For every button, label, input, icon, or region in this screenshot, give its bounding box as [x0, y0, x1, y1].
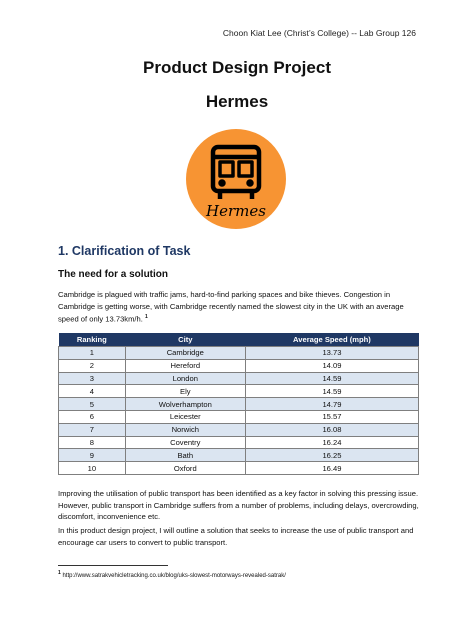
table-row [59, 385, 419, 398]
cell-ranking: 8 [59, 436, 126, 449]
table-row [59, 423, 419, 436]
section-subheading: The need for a solution [58, 269, 169, 280]
page-title: Product Design Project [143, 58, 331, 77]
footnote [58, 570, 286, 579]
paragraph-intro-text: Cambridge is plagued with traffic jams, hard-to-find parking spaces and bike thieves. Congestion in Cambridge is getting worse, with Cambridge recently named the slowest city in the UK with an average speed of only 13.73km/h. [58, 290, 404, 324]
table-row [59, 449, 419, 462]
cell-speed: 15.57 [245, 410, 418, 423]
table-row [59, 372, 419, 385]
table-row [59, 398, 419, 411]
cell-ranking: 9 [59, 449, 126, 462]
table-row [59, 347, 419, 360]
logo-text: Hermes [206, 202, 266, 220]
cell-speed: 16.25 [245, 449, 418, 462]
cell-ranking: 7 [59, 423, 126, 436]
table-header-row [59, 333, 419, 347]
section-heading: 1. Clarification of Task [58, 244, 191, 258]
cell-speed: 14.59 [245, 385, 418, 398]
cell-speed: 14.79 [245, 398, 418, 411]
cell-city: Bath [125, 449, 245, 462]
cell-city: Wolverhampton [125, 398, 245, 411]
cell-city: Ely [125, 385, 245, 398]
cell-city: Oxford [125, 462, 245, 475]
table-row [59, 436, 419, 449]
cell-speed: 16.24 [245, 436, 418, 449]
cell-city: Coventry [125, 436, 245, 449]
table-row [59, 462, 419, 475]
hermes-logo [177, 129, 295, 229]
cell-speed: 14.59 [245, 372, 418, 385]
footnote-number: 1 [58, 570, 61, 576]
footnote-ref: 1 [144, 314, 148, 320]
cell-ranking: 2 [59, 359, 126, 372]
table-row [59, 359, 419, 372]
cell-ranking: 10 [59, 462, 126, 475]
cell-ranking: 5 [59, 398, 126, 411]
page-subtitle: Hermes [205, 92, 269, 111]
cell-ranking: 1 [59, 347, 126, 360]
paragraph-intro [58, 289, 420, 325]
header-ranking: Ranking [59, 333, 126, 347]
cell-city: Norwich [125, 423, 245, 436]
cell-speed: 13.73 [245, 347, 418, 360]
cell-city: London [125, 372, 245, 385]
header-speed: Average Speed (mph) [245, 333, 418, 347]
cell-ranking: 4 [59, 385, 126, 398]
cell-ranking: 6 [59, 410, 126, 423]
cell-ranking: 3 [59, 372, 126, 385]
header-note: Choon Kiat Lee (Christ’s College) -- Lab Group 126 [222, 28, 416, 38]
table-row [59, 410, 419, 423]
cell-speed: 16.08 [245, 423, 418, 436]
cell-city: Cambridge [125, 347, 245, 360]
header-city: City [125, 333, 245, 347]
paragraph-project-aim: In this product design project, I will outline a solution that seeks to increase the use of public transport and encourage car users to convert to public transport. [58, 526, 414, 547]
footnote-link[interactable]: http://www.satrakvehicletracking.co.uk/blog/uks-slowest-motorways-revealed-satrak/ [62, 573, 286, 579]
paragraph-public-transport: Improving the utilisation of public transport has been identified as a key factor in solving this pressing issue. However, public transport in Cambridge suffers from a number of problems, including delays, overcrowding, discomfort, inconvenience etc. [58, 489, 419, 521]
cell-city: Hereford [125, 359, 245, 372]
footnote-divider [58, 565, 168, 566]
cell-speed: 14.09 [245, 359, 418, 372]
slowest-cities-table [58, 333, 419, 475]
cell-city: Leicester [125, 410, 245, 423]
cell-speed: 16.49 [245, 462, 418, 475]
